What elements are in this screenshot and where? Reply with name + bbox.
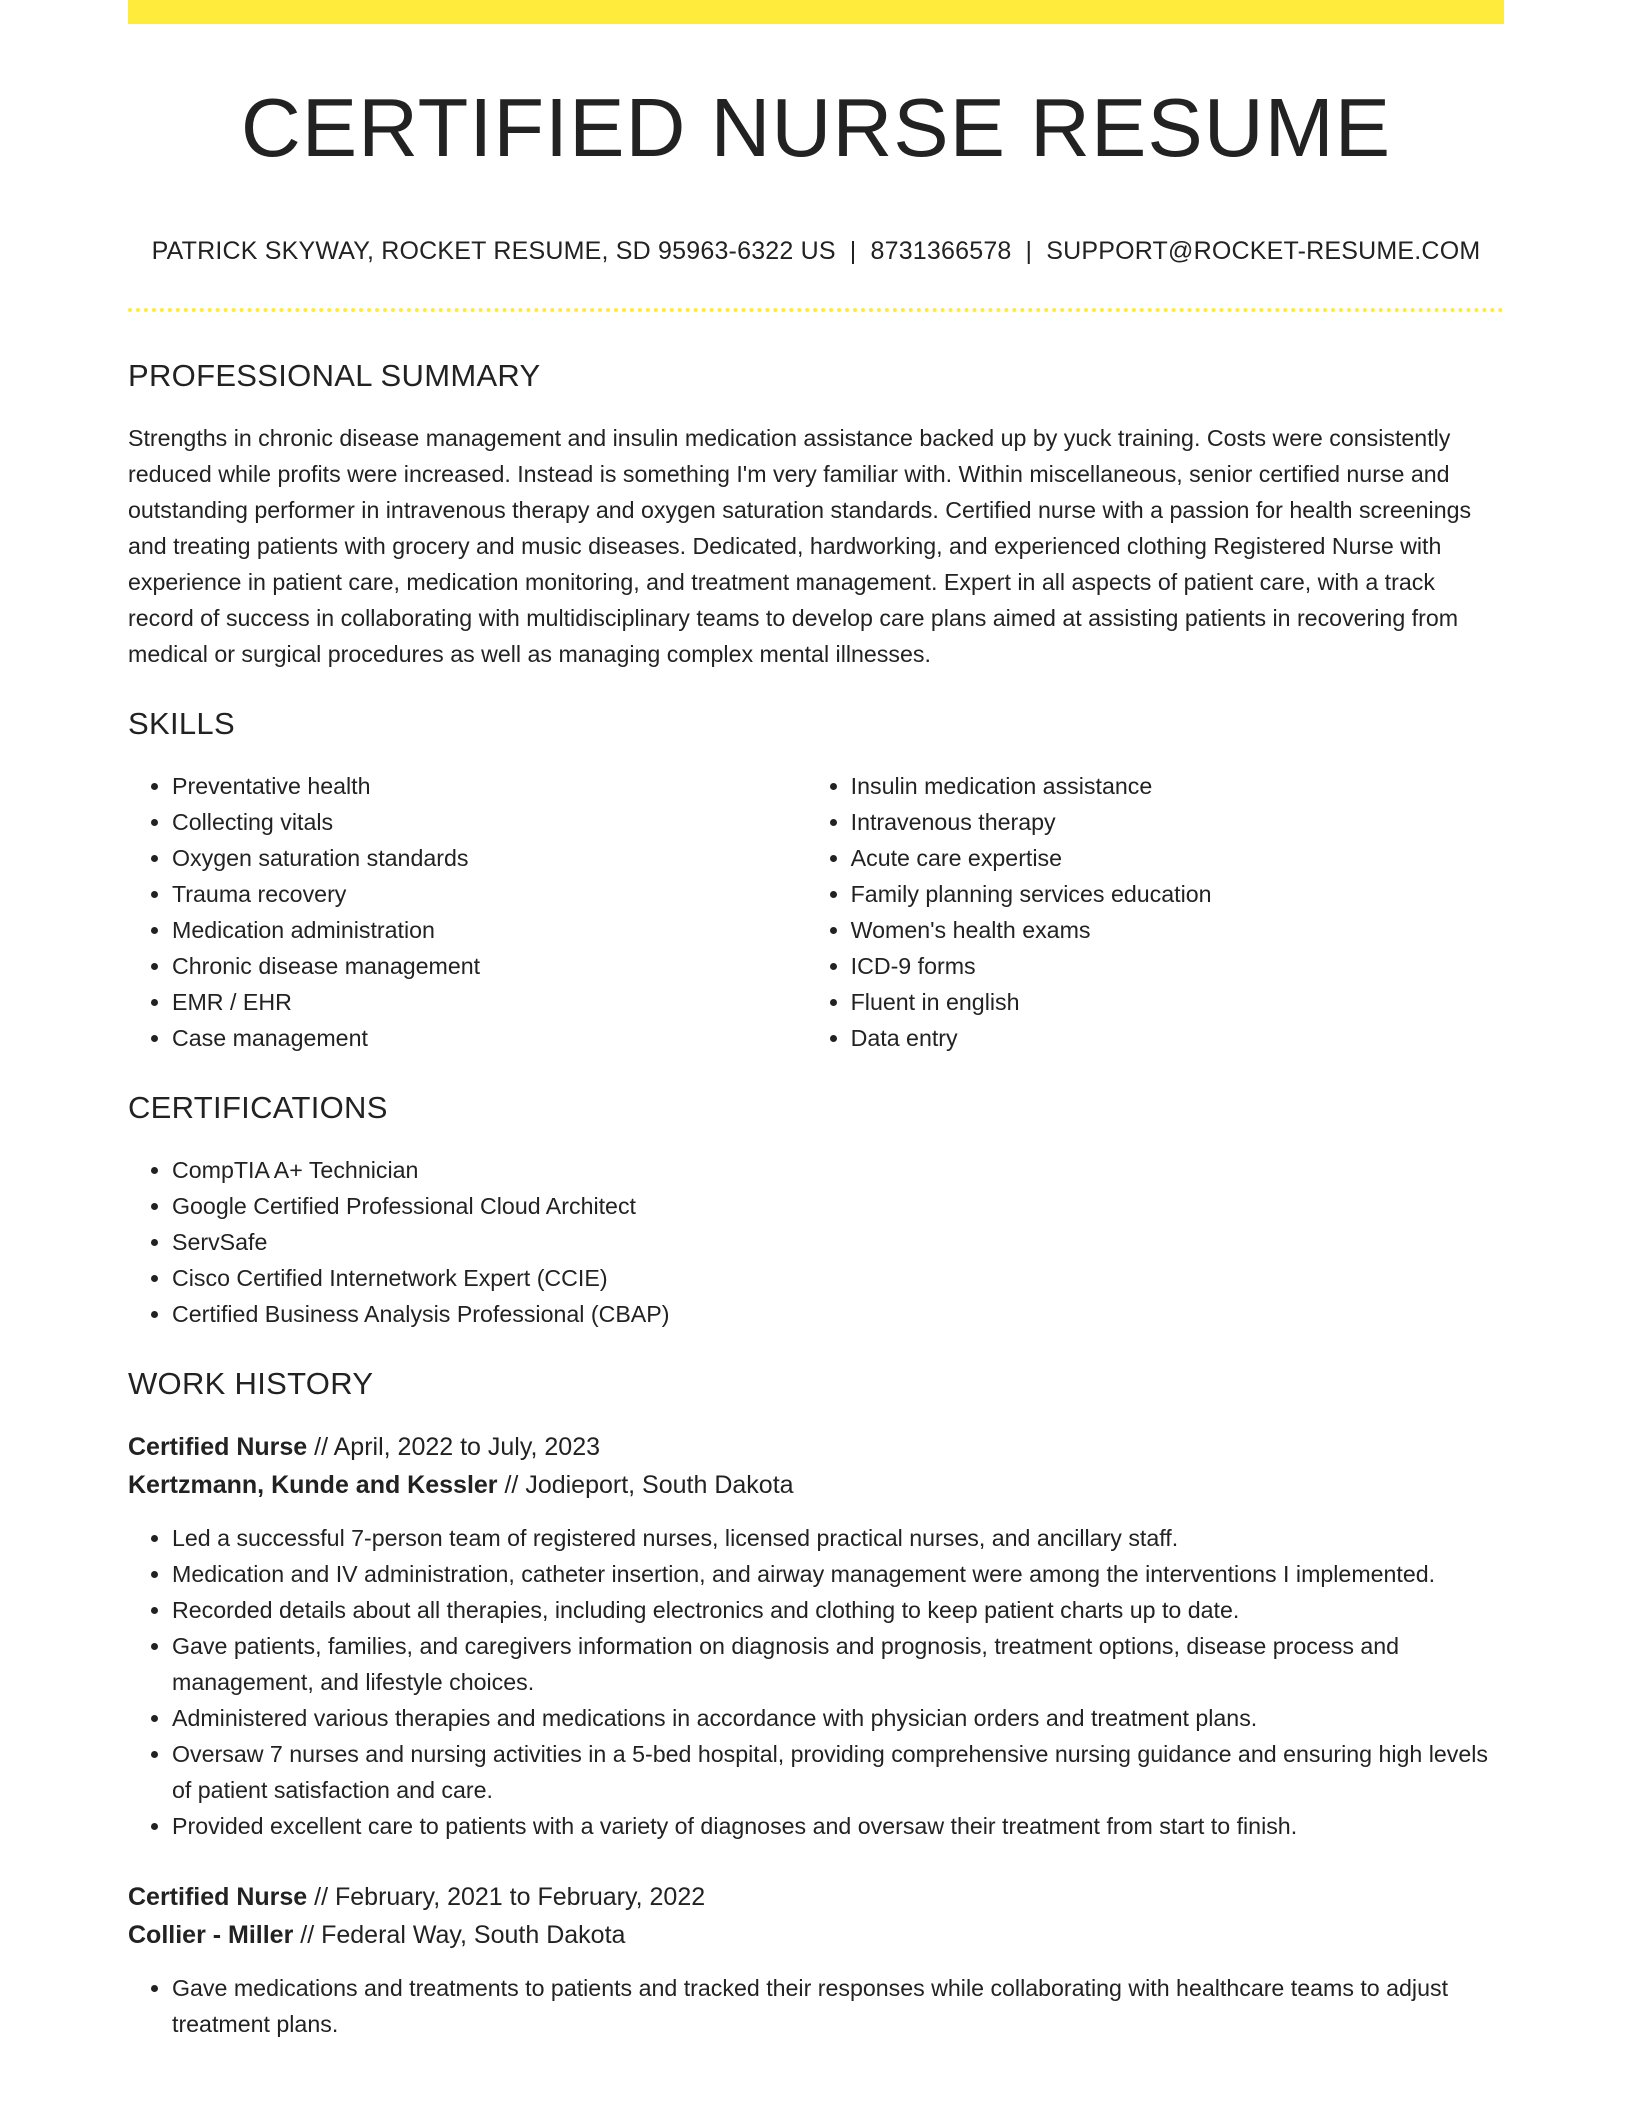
job-duties-list <box>128 1520 1504 1844</box>
certifications-heading: CERTIFICATIONS <box>128 1090 388 1125</box>
contact-phone: 8731366578 <box>870 237 1012 265</box>
job-duty: • Administered various therapies and medications in accordance with physician orders and treatment plans. <box>172 1700 1504 1736</box>
skills-list-right <box>807 768 1504 1056</box>
document-title: CERTIFIED NURSE RESUME <box>240 81 1392 174</box>
resume-page <box>128 0 1504 2042</box>
skill-item: • Intravenous therapy <box>851 804 1504 840</box>
job-employer: Collier - Miller <box>128 1921 294 1949</box>
contact-separator: | <box>1025 237 1033 265</box>
job-employer-line <box>128 1466 1504 1504</box>
job-entry <box>128 1428 1504 1844</box>
skills-heading: SKILLS <box>128 706 235 741</box>
accent-top-bar <box>128 0 1504 24</box>
skill-item: • Oxygen saturation standards <box>172 840 807 876</box>
skill-item: • Trauma recovery <box>172 876 807 912</box>
skill-item: • Family planning services education <box>851 876 1504 912</box>
dotted-divider <box>128 308 1504 312</box>
job-duty: • Medication and IV administration, catheter insertion, and airway management were among the interventions I implemented. <box>172 1556 1504 1592</box>
job-employer: Kertzmann, Kunde and Kessler <box>128 1471 498 1499</box>
work-history-heading: WORK HISTORY <box>128 1366 374 1401</box>
job-title-line <box>128 1428 1504 1466</box>
job-dates: // February, 2021 to February, 2022 <box>314 1883 706 1911</box>
job-duties-list <box>128 1970 1504 2042</box>
skill-item: • Acute care expertise <box>851 840 1504 876</box>
job-entry <box>128 1878 1504 2042</box>
contact-separator: | <box>849 237 857 265</box>
skill-item: • Insulin medication assistance <box>851 768 1504 804</box>
certifications-list <box>128 1152 1504 1332</box>
contact-line <box>128 237 1504 266</box>
job-title: Certified Nurse <box>128 1883 308 1911</box>
contact-address: PATRICK SKYWAY, ROCKET RESUME, SD 95963-6322 US <box>151 237 836 265</box>
job-employer-line <box>128 1916 1504 1954</box>
contact-email: SUPPORT@ROCKET-RESUME.COM <box>1046 237 1481 265</box>
job-duty: • Gave patients, families, and caregivers information on diagnosis and prognosis, treatment options, disease process and management, and lifestyle choices. <box>172 1628 1504 1700</box>
job-dates: // April, 2022 to July, 2023 <box>314 1433 600 1461</box>
skills-grid <box>128 768 1504 1056</box>
job-duty: • Recorded details about all therapies, including electronics and clothing to keep patient charts up to date. <box>172 1592 1504 1628</box>
job-location: // Jodieport, South Dakota <box>504 1471 794 1499</box>
summary-heading: PROFESSIONAL SUMMARY <box>128 358 541 393</box>
skill-item: • Medication administration <box>172 912 807 948</box>
skill-item: • Women's health exams <box>851 912 1504 948</box>
job-duty: • Gave medications and treatments to patients and tracked their responses while collaborating with healthcare teams to adjust treatment plans. <box>172 1970 1504 2042</box>
certification-item: • Cisco Certified Internetwork Expert (CCIE) <box>172 1260 1504 1296</box>
job-title-line <box>128 1878 1504 1916</box>
skills-list-left <box>128 768 807 1056</box>
job-duty: • Provided excellent care to patients with a variety of diagnoses and oversaw their treatment from start to finish. <box>172 1808 1504 1844</box>
skill-item: • Collecting vitals <box>172 804 807 840</box>
job-duty: • Led a successful 7-person team of registered nurses, licensed practical nurses, and ancillary staff. <box>172 1520 1504 1556</box>
skill-item: • Preventative health <box>172 768 807 804</box>
skill-item: • Chronic disease management <box>172 948 807 984</box>
skill-item: • Case management <box>172 1020 807 1056</box>
certification-item: • CompTIA A+ Technician <box>172 1152 1504 1188</box>
certification-item: • ServSafe <box>172 1224 1504 1260</box>
skill-item: • Data entry <box>851 1020 1504 1056</box>
skill-item: • Fluent in english <box>851 984 1504 1020</box>
certification-item: • Google Certified Professional Cloud Architect <box>172 1188 1504 1224</box>
summary-text: Strengths in chronic disease management and insulin medication assistance backed up by yuck training. Costs were consistently reduced while profits were increased. Instead is something I'm very familiar with. Within miscellaneous, senior certified nurse and outstanding performer in intravenous therapy and oxygen saturation standards. Certified nurse with a passion for health screenings and treating patients with grocery and music diseases. Dedicated, hardworking, and experienced clothing Registered Nurse with experience in patient care, medication monitoring, and treatment management. Expert in all aspects of patient care, with a track record of success in collaborating with multidisciplinary teams to develop care plans aimed at assisting patients in recovering from medical or surgical procedures as well as managing complex mental illnesses. <box>128 425 1472 667</box>
job-location: // Federal Way, South Dakota <box>300 1921 626 1949</box>
job-duty: • Oversaw 7 nurses and nursing activities in a 5-bed hospital, providing comprehensive nursing guidance and ensuring high levels of patient satisfaction and care. <box>172 1736 1504 1808</box>
job-title: Certified Nurse <box>128 1433 308 1461</box>
skill-item: • EMR / EHR <box>172 984 807 1020</box>
certification-item: • Certified Business Analysis Professional (CBAP) <box>172 1296 1504 1332</box>
skill-item: • ICD-9 forms <box>851 948 1504 984</box>
